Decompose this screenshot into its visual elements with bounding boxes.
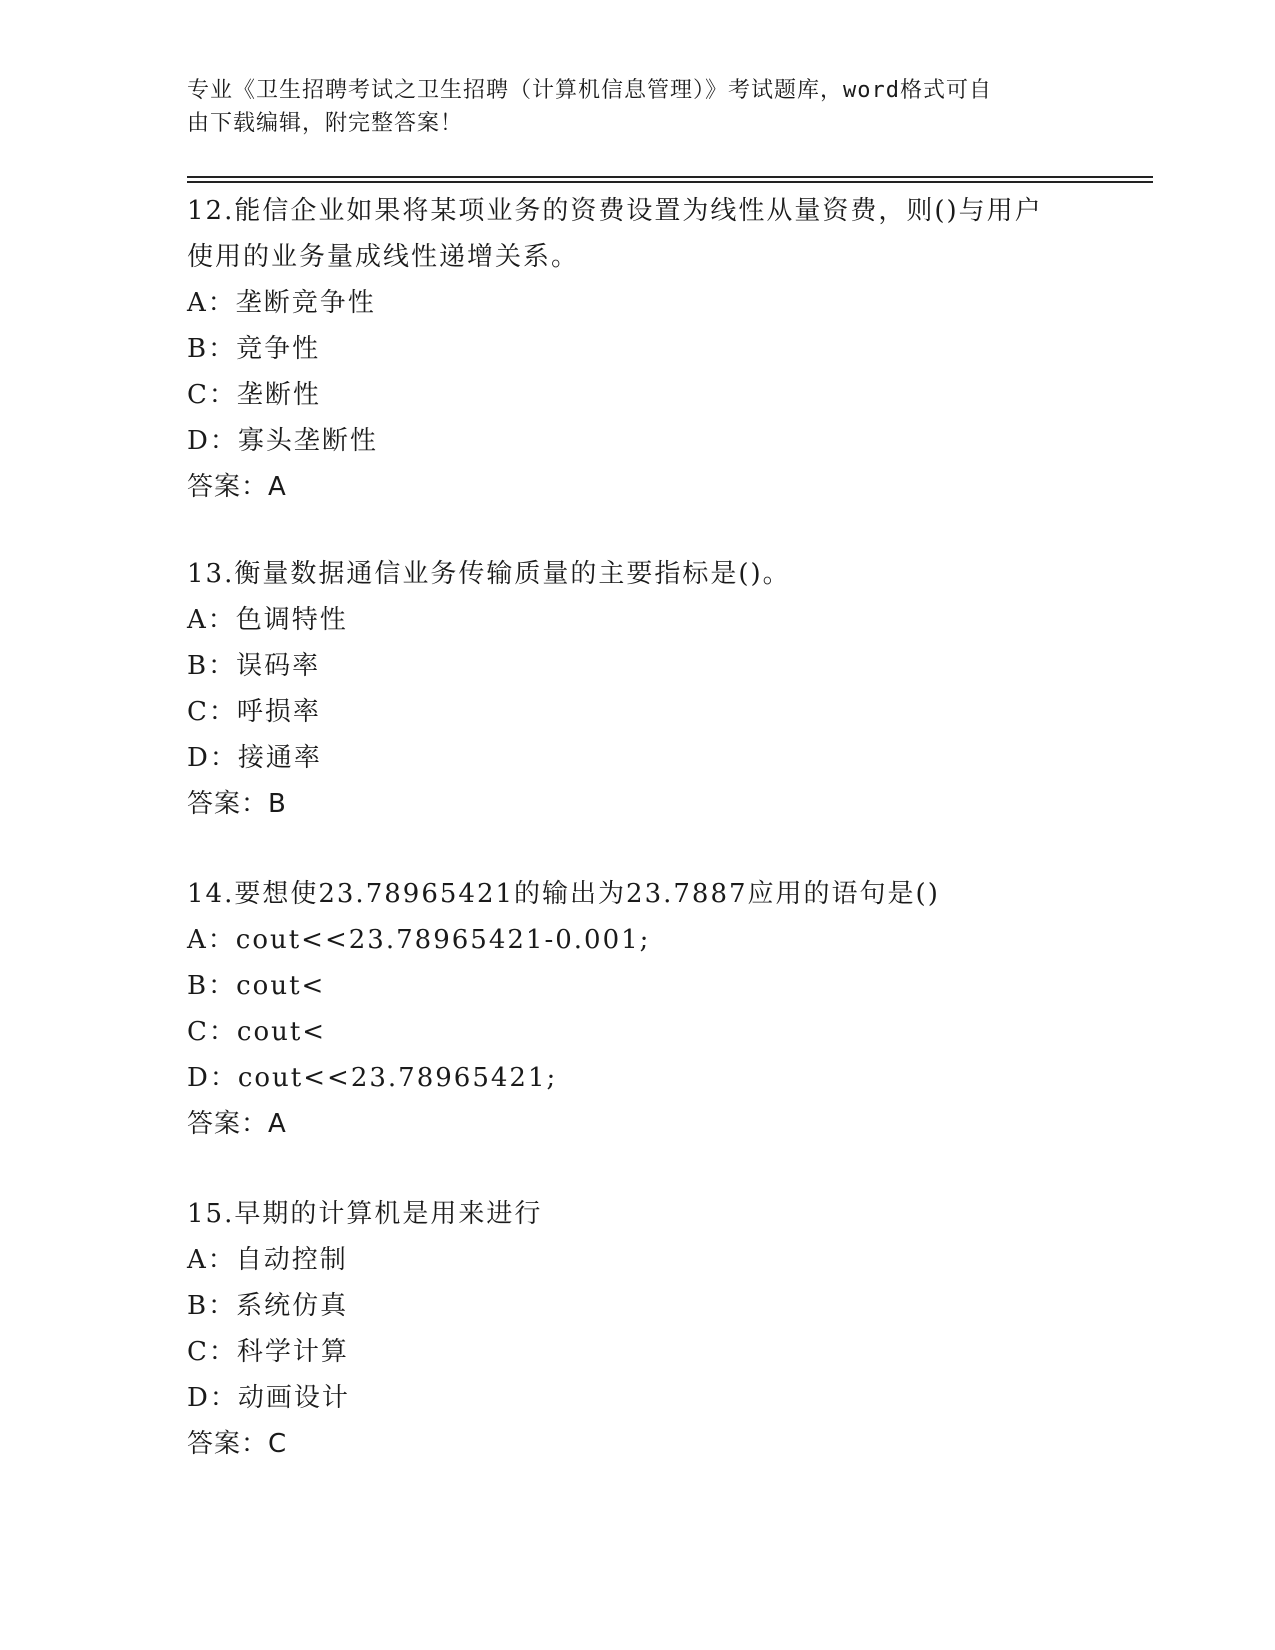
option-d: D：cout<<23.78965421; xyxy=(187,1063,558,1093)
option-d: D：接通率 xyxy=(187,743,322,773)
option-d: D：动画设计 xyxy=(187,1383,350,1413)
question-15 xyxy=(187,1191,1087,1467)
question-stem: 13.衡量数据通信业务传输质量的主要指标是()。 xyxy=(187,559,791,589)
header-divider-top xyxy=(187,176,1153,178)
option-a: A：cout<<23.78965421-0.001; xyxy=(187,925,651,955)
option-c: C：呼损率 xyxy=(187,697,321,727)
header-line-1: 专业《卫生招聘考试之卫生招聘（计算机信息管理）》考试题库，word格式可自 xyxy=(187,78,992,103)
option-b: B：误码率 xyxy=(187,651,321,681)
option-b: B：cout< xyxy=(187,971,326,1001)
option-d: D：寡头垄断性 xyxy=(187,426,378,456)
option-b: B：系统仿真 xyxy=(187,1291,349,1321)
option-b: B：竞争性 xyxy=(187,334,321,364)
option-a: A：自动控制 xyxy=(187,1245,348,1275)
option-a: A：色调特性 xyxy=(187,605,348,635)
question-stem-continued: 使用的业务量成线性递增关系。 xyxy=(187,242,580,272)
question-14 xyxy=(187,871,1087,1147)
question-stem: 14.要想使23.78965421的输出为23.7887应用的语句是() xyxy=(187,879,940,909)
option-c: C：垄断性 xyxy=(187,380,321,410)
document-header xyxy=(187,74,1067,140)
answer: 答案：A xyxy=(187,472,287,502)
option-a: A：垄断竞争性 xyxy=(187,288,376,318)
header-line-2: 由下载编辑，附完整答案！ xyxy=(187,111,464,136)
question-13 xyxy=(187,551,1087,827)
question-12 xyxy=(187,188,1087,510)
question-stem: 12.能信企业如果将某项业务的资费设置为线性从量资费，则()与用户 xyxy=(187,196,1043,226)
answer: 答案：C xyxy=(187,1429,288,1459)
question-stem: 15.早期的计算机是用来进行 xyxy=(187,1199,543,1229)
answer: 答案：B xyxy=(187,789,287,819)
answer: 答案：A xyxy=(187,1109,287,1139)
option-c: C：cout< xyxy=(187,1017,327,1047)
option-c: C：科学计算 xyxy=(187,1337,349,1367)
header-divider-bottom xyxy=(187,181,1153,183)
